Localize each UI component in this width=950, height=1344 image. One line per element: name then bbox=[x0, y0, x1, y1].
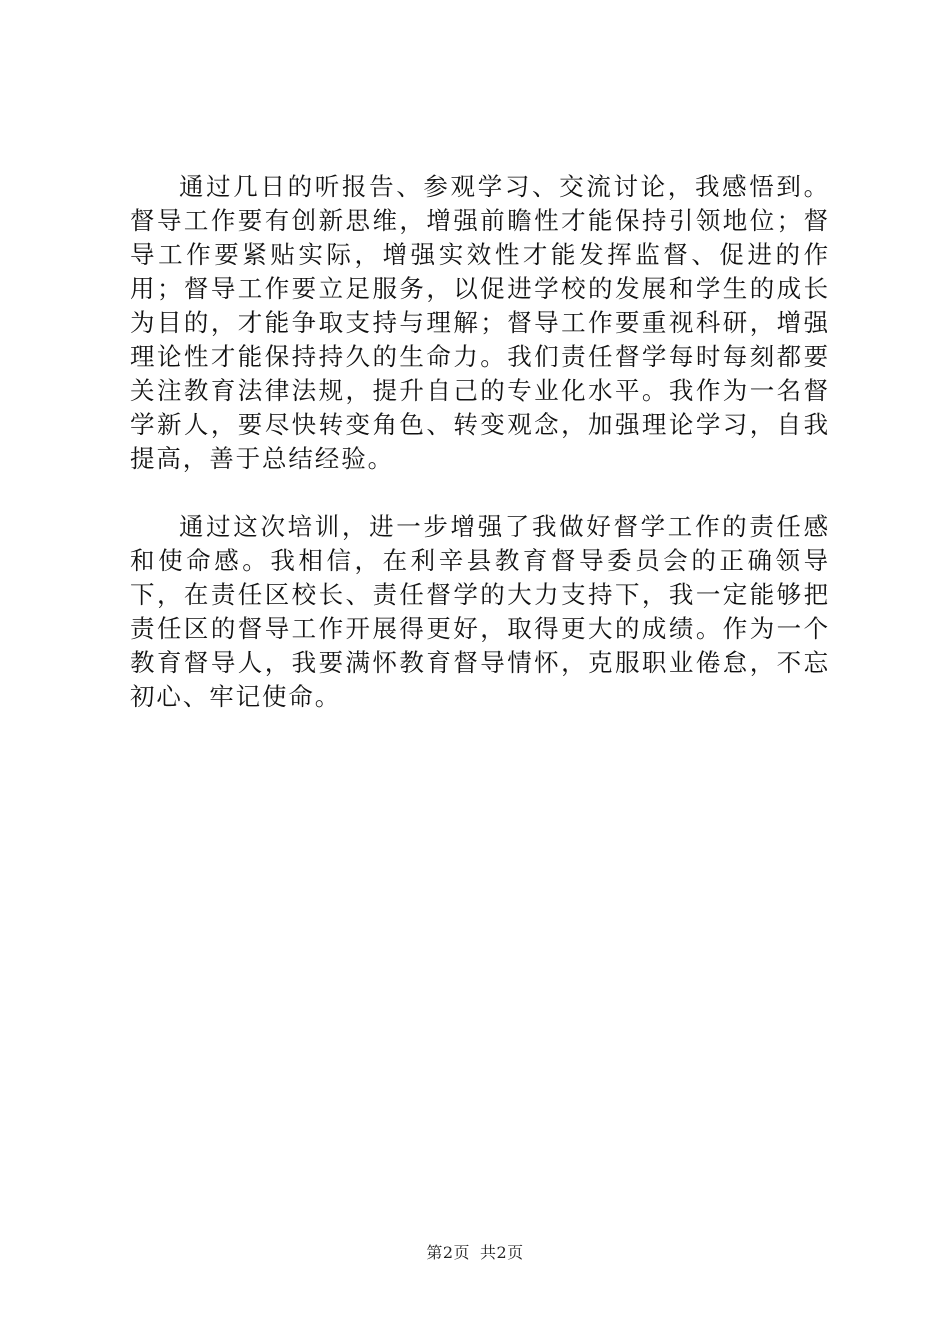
page-number: 第2页 bbox=[426, 1243, 470, 1262]
paragraph-2: 通过这次培训，进一步增强了我做好督学工作的责任感和使命感。我相信，在利辛县教育督导委员会的正确领导下，在责任区校长、责任督学的大力支持下，我一定能够把责任区的督导工作开展得更好，取得更大的成绩。作为一个教育督导人，我要满怀教育督导情怀，克服职业倦怠，不忘初心、牢记使命。 bbox=[130, 512, 830, 711]
paragraph-1: 通过几日的听报告、参观学习、交流讨论，我感悟到。督导工作要有创新思维，增强前瞻性才能保持引领地位；督导工作要紧贴实际，增强实效性才能发挥监督、促进的作用；督导工作要立足服务，以促进学校的发展和学生的成长为目的，才能争取支持与理解；督导工作要重视科研，增强理论性才能保持持久的生命力。我们责任督学每时每刻都要关注教育法律法规，提升自己的专业化水平。我作为一名督学新人，要尽快转变角色、转变观念，加强理论学习，自我提高，善于总结经验。 bbox=[130, 172, 830, 473]
page-footer bbox=[0, 1242, 950, 1264]
document-body bbox=[130, 170, 830, 714]
page-total: 共2页 bbox=[480, 1243, 524, 1262]
